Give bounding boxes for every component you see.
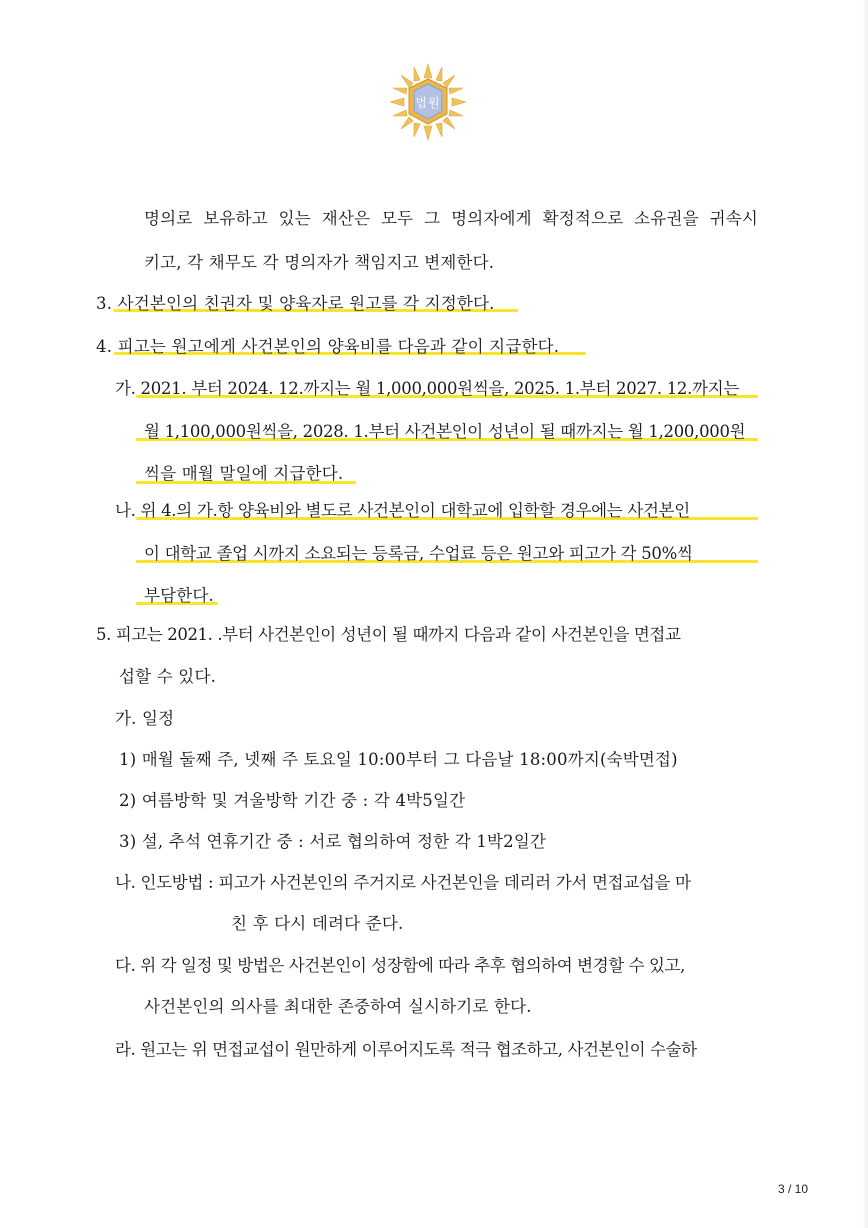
text-line: 3. 사건본인의 친권자 및 양육자로 원고를 각 지정한다. (96, 294, 495, 313)
text-line: 키고, 각 채무도 각 명의자가 책임지고 변제한다. (144, 253, 495, 272)
text-line: 3) 설, 추석 연휴기간 중 : 서로 협의하여 정한 각 1박2일간 (119, 832, 547, 851)
text-line: 친 후 다시 데려다 준다. (231, 914, 404, 933)
text-line: 나. 위 4.의 가.항 양육비와 별도로 사건본인이 대학교에 입학할 경우에는 사건본인 (115, 501, 690, 520)
court-emblem-icon (388, 62, 468, 142)
text-line: 나. 인도방법 : 피고가 사건본인의 주거지로 사건본인을 데리러 가서 면접교섭을 마 (115, 873, 691, 892)
text-line: 1) 매월 둘째 주, 넷째 주 토요일 10:00부터 그 다음날 18:00까지(숙박면접) (119, 750, 678, 769)
text-line: 가. 2021. 부터 2024. 12.까지는 월 1,000,000원씩을, 2025. 1.부터 2027. 12.까지는 (115, 379, 739, 398)
text-line: 이 대학교 졸업 시까지 소요되는 등록금, 수업료 등은 원고와 피고가 각 50%씩 (144, 544, 693, 563)
text-line: 라. 원고는 위 면접교섭이 원만하게 이루어지도록 적극 협조하고, 사건본인이 수술하 (115, 1040, 697, 1059)
text-line: 사건본인의 의사를 최대한 존중하여 실시하기로 한다. (144, 997, 532, 1016)
text-line: 월 1,100,000원씩을, 2028. 1.부터 사건본인이 성년이 될 때까지는 월 1,200,000원 (144, 422, 746, 441)
text-line: 4. 피고는 원고에게 사건본인의 양육비를 다음과 같이 지급한다. (96, 337, 560, 356)
text-line: 다. 위 각 일정 및 방법은 사건본인이 성장함에 따라 추후 협의하여 변경할 수 있고, (115, 956, 685, 975)
text-line: 섭할 수 있다. (119, 667, 217, 686)
text-line: 가. 일정 (115, 709, 175, 728)
page-edge-shadow (862, 0, 868, 1228)
text-line: 명의로 보유하고 있는 재산은 모두 그 명의자에게 확정적으로 소유권을 귀속시 (144, 209, 758, 228)
text-line: 씩을 매월 말일에 지급한다. (144, 464, 344, 483)
text-line: 2) 여름방학 및 겨울방학 기간 중 : 각 4박5일간 (119, 791, 466, 810)
page-number: 3 / 10 (777, 1182, 808, 1196)
text-line: 부담한다. (144, 586, 215, 605)
emblem-text: 법원 (415, 96, 441, 110)
text-line: 5. 피고는 2021. .부터 사건본인이 성년이 될 때까지 다음과 같이 사건본인을 면접교 (96, 625, 681, 644)
